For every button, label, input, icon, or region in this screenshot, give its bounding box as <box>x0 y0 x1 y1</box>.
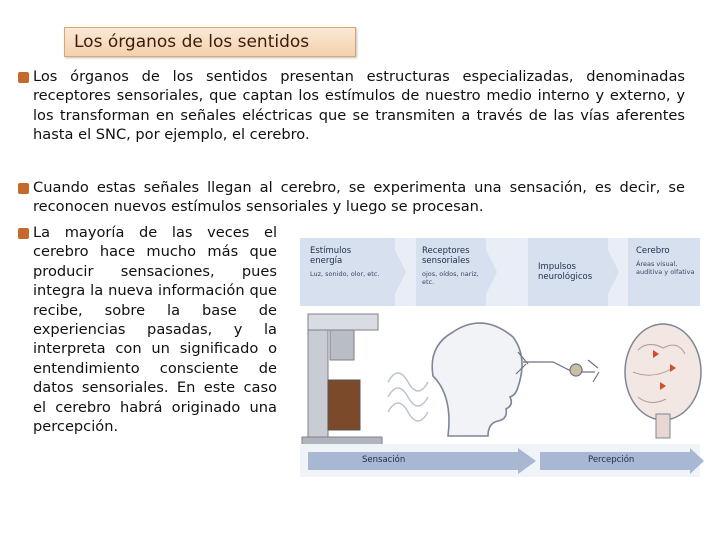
paragraph-perception: La mayoría de las veces el cerebro hace mucho más que producir sensaciones, pues integra la nueva información que recibe, sobre la base de experiencias pasadas, y la interpreta con un significado o entendimiento consciente de datos sensoriales. En este caso el cerebro habrá originado una percepción. <box>33 224 277 436</box>
neuron-icon <box>516 352 599 382</box>
aroma-waves-icon <box>388 373 428 421</box>
stimuli-sub: Luz, sonido, olor, etc. <box>310 270 380 278</box>
brain-sub: Áreas visual, auditiva y olfativa <box>636 260 695 276</box>
sensation-bar <box>308 452 518 470</box>
sensation-perception-figure <box>288 232 708 477</box>
coffee-machine-icon <box>302 314 382 445</box>
slide-title-box <box>64 27 356 57</box>
sensation-label: Sensación <box>362 455 406 465</box>
bullet-icon <box>18 228 29 239</box>
perception-label: Percepción <box>588 455 635 465</box>
impulses-label: Impulsos neurológicos <box>538 262 593 282</box>
stimuli-label: Estímulos energía <box>310 246 352 266</box>
slide-title: Los órganos de los sentidos <box>74 32 310 52</box>
receptors-label: Receptores sensoriales <box>422 246 470 266</box>
bullet-icon <box>18 72 29 83</box>
bullet-icon <box>18 183 29 194</box>
paragraph-sensation: Cuando estas señales llegan al cerebro, se experimenta una sensación, es decir, se reconocen nuevos estímulos sensoriales y luego se procesan. <box>33 179 685 216</box>
human-head-icon <box>432 323 522 436</box>
receptors-sub: ojos, oídos, nariz, etc. <box>422 270 479 286</box>
brain-label: Cerebro <box>636 246 670 256</box>
paragraph-receptors: Los órganos de los sentidos presentan estructuras especializadas, denominadas receptores sensoriales, que captan los estímulos de nuestro medio interno y externo, y los transforman en señales eléctricas que se transmiten a través de las vías aferentes hasta el SNC, por ejemplo, el cerebro. <box>33 68 685 144</box>
brain-icon <box>625 324 701 438</box>
